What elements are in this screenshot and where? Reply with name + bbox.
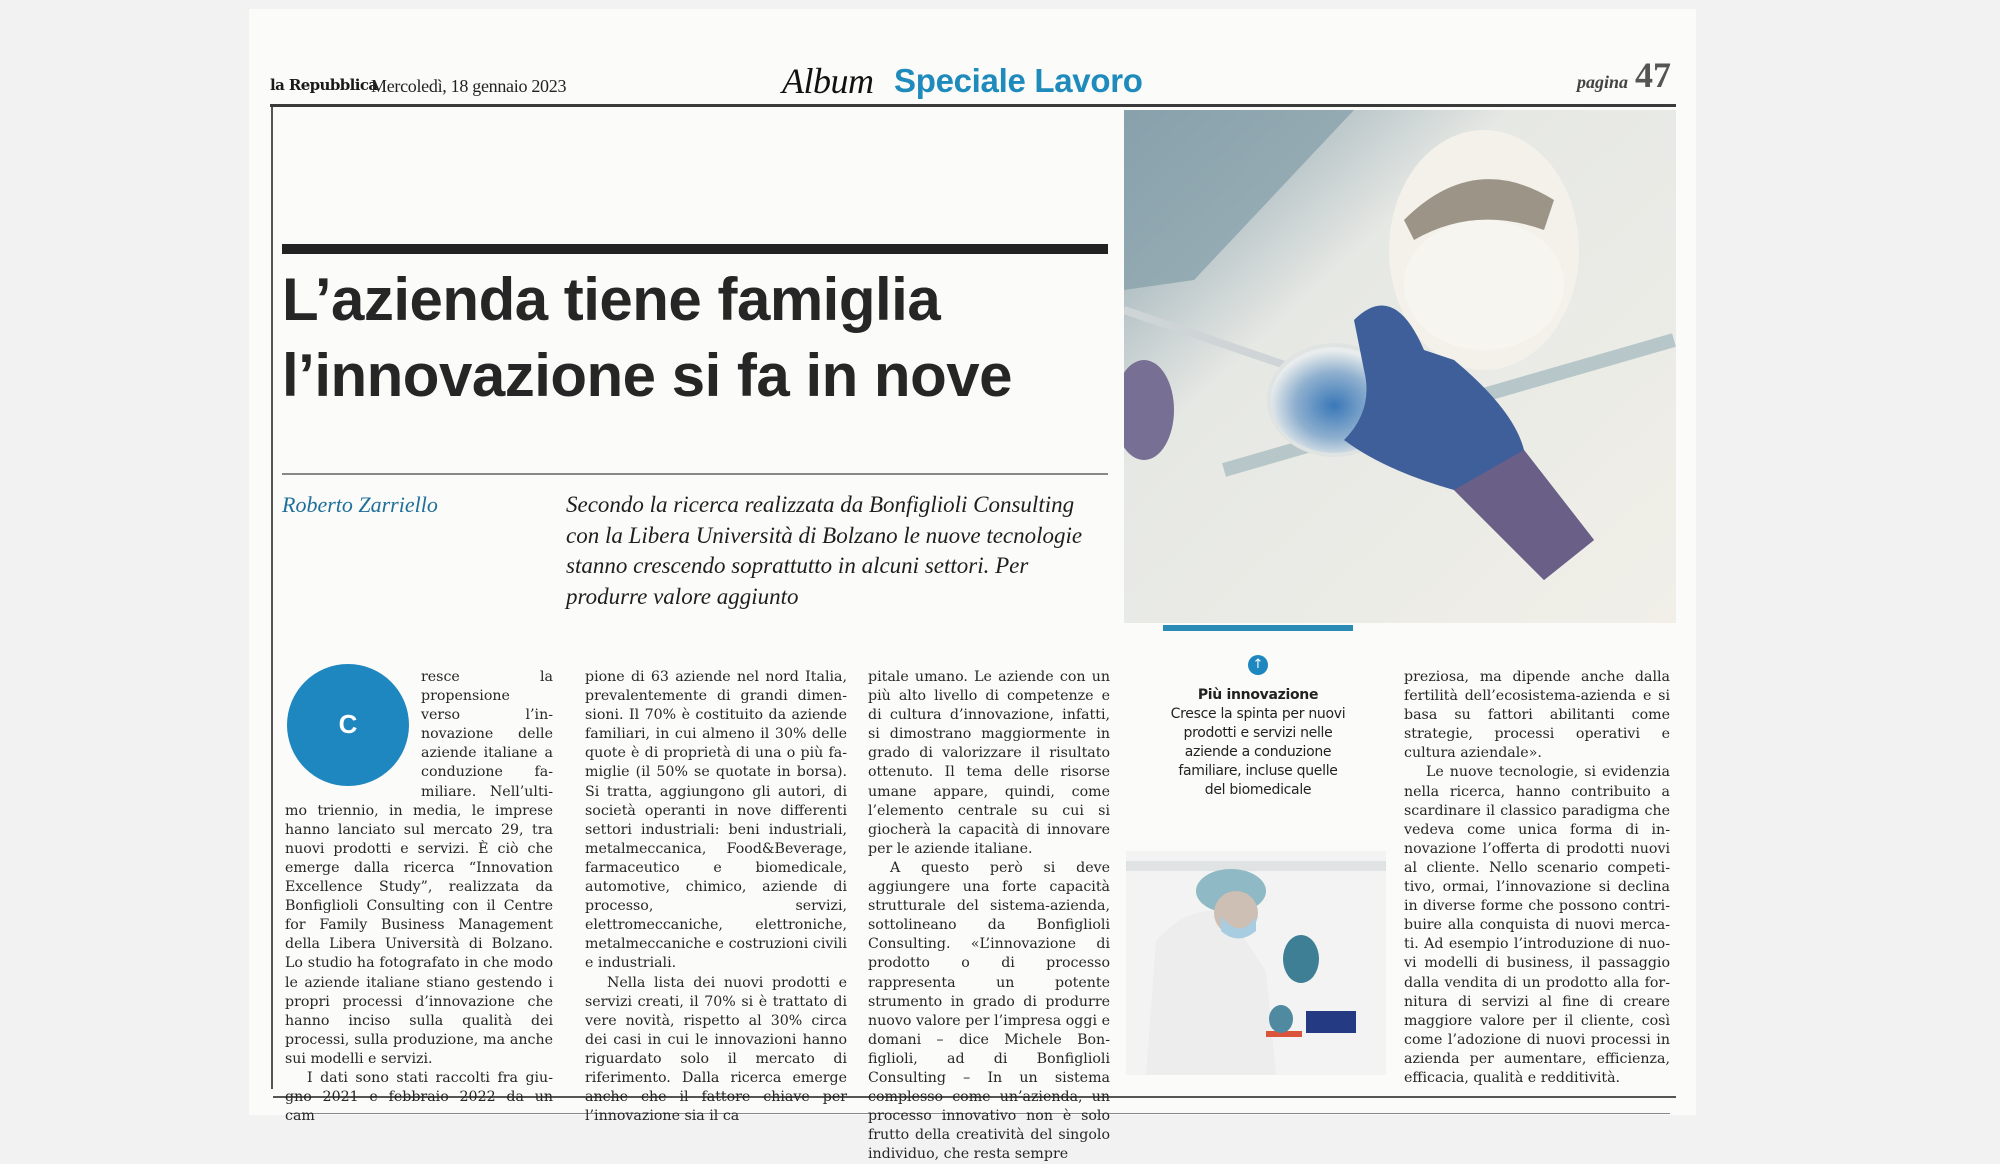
main-photo <box>1124 110 1676 623</box>
page-number: 47 <box>1635 55 1671 95</box>
page-label: pagina <box>1577 72 1629 92</box>
section-prefix: Album <box>782 61 874 101</box>
paragraph: pione di 63 aziende nel nord Italia, prevalentemente di grandi dimensioni. Il 70% è costituito da aziende familiari, in cui almeno il 30% delle quote è di proprietà di una o più famiglie (il 50% se quotate in borsa). Si tratta, aggiungono gli autori, di società operanti in nove differenti settori industriali: beni industriali, metalmeccanica, Food&Beverage, farmaceutico e biomedicale, automotive, chimico, aziende di processo, servizi, elettromeccaniche, elettroniche, metalmeccaniche e costruzioni civili e industriali. <box>585 669 847 972</box>
paragraph: preziosa, ma dipende anche dalla fertilità dell’ecosistema-azienda e si basa su fattori abilitanti come strategie, processi operativi e cultura aziendale». <box>1404 669 1670 762</box>
section-title: Speciale Lavoro <box>894 62 1143 99</box>
article-column-1 <box>285 668 553 1126</box>
paragraph: Le nuove tecnologie, si evidenzia nella ricerca, hanno contribuito a scardinare il classico paradigma che vedeva come unica forma di innovazione l’offerta di prodotti nuovi al cliente. Nello scenario competitivo, ormai, l’innovazione si declina in diverse forme che possono contribuire alla conquista di nuovi mercati. Ad esempio l’introduzione di nuovi modelli di business, il passaggio dalla vendita di un prodotto alla fornitura di servizi al fine di creare maggiore valore per il cliente, così come l’adozione di nuovi processi in azienda per aumentare, efficienza, efficacia, qualità e redditività. <box>1404 764 1670 1086</box>
secondary-photo <box>1126 851 1386 1075</box>
caption-title: Più innovazione <box>1197 687 1319 703</box>
paragraph: I dati sono stati raccolti fra giugno 2021 e febbraio 2022 da un cam <box>285 1069 553 1125</box>
article-column-4 <box>1404 668 1670 1088</box>
photo-caption <box>1168 686 1348 800</box>
paragraph: A questo però si deve aggiungere una forte capacità strutturale del sistema-azienda, sottolineano da Bonfiglioli Consulting. «L’innovazione di prodotto o di processo rappresenta un potente strumento in grado di produrre nuovo valore per l’impresa oggi e domani – dice Michele Bonfiglioli, ad di Bonfiglioli Consulting – In un sistema complesso come un’azienda, un processo innovativo non è solo frutto della creatività del singolo individuo, che resta sempre <box>868 859 1110 1163</box>
headline-line-2: l’innovazione si fa in nove <box>282 342 1012 409</box>
paragraph: Nella lista dei nuovi prodotti e servizi creati, il 70% si è trattato di vere novità, rispetto al 30% circa dei casi in cui le innovazioni hanno riguardato solo il mercato di riferimento. Dalla ricerca emerge anche che il fattore chiave per l’innovazione sia il ca <box>585 974 847 1125</box>
article-column-3 <box>868 668 1110 1164</box>
paragraph: pitale umano. Le aziende con un più alto livello di competenze e di cultura d’innovazione, infatti, si dimostrano maggiormente in grado di valorizzare il risultato ottenuto. Il tema delle risorse umane appare, quindi, come l’elemento centrale su cui si giocherà la capacità di innovare per le aziende italiane. <box>868 669 1110 857</box>
byline: Roberto Zarriello <box>282 492 438 517</box>
headline-line-1: L’azienda tiene famiglia <box>282 266 941 333</box>
headline-bar <box>282 244 1108 254</box>
paragraph: resce la propensione verso l’innovazione delle aziende italiane a conduzione familiare. Nell’ultimo triennio, in media, le imprese hanno lanciato sul mercato 29, tra nuovi prodotti e servizi. È ciò che emerge dalla ricerca “Innovation Excellence Study”, realizzata da Bonfiglioli Consulting con il Centre for Family Business Management della Libera Università di Bolzano. Lo studio ha fotografato in che modo le aziende italiane stiano gestendo i propri processi d’innovazione che hanno inciso sulla qualità dei processi, sulla produzione, ma anche sui modelli e servizi. <box>285 669 553 1067</box>
photo-accent-bar <box>1163 625 1353 631</box>
article-summary: Secondo la ricerca realizzata da Bonfiglioli Consulting con la Libera Università di Bolzano le nuove tecnologie stanno crescendo soprattutto in alcuni settori. Per produrre valore aggiunto <box>566 492 1083 609</box>
masthead-rule <box>270 104 1676 107</box>
page-left-rule <box>271 107 273 1089</box>
issue-date: Mercoledì, 18 gennaio 2023 <box>371 76 567 96</box>
dropcap: C <box>287 664 409 786</box>
arrow-up-icon: ↑ <box>1248 655 1268 675</box>
newspaper-logo: la Repubblica <box>270 76 378 94</box>
article-column-2 <box>585 668 847 1126</box>
caption-text: Cresce la spinta per nuovi prodotti e servizi nelle aziende a conduzione familiare, incluse quelle del biomedicale <box>1170 706 1346 798</box>
headline <box>282 262 1112 414</box>
headline-divider <box>282 473 1108 475</box>
